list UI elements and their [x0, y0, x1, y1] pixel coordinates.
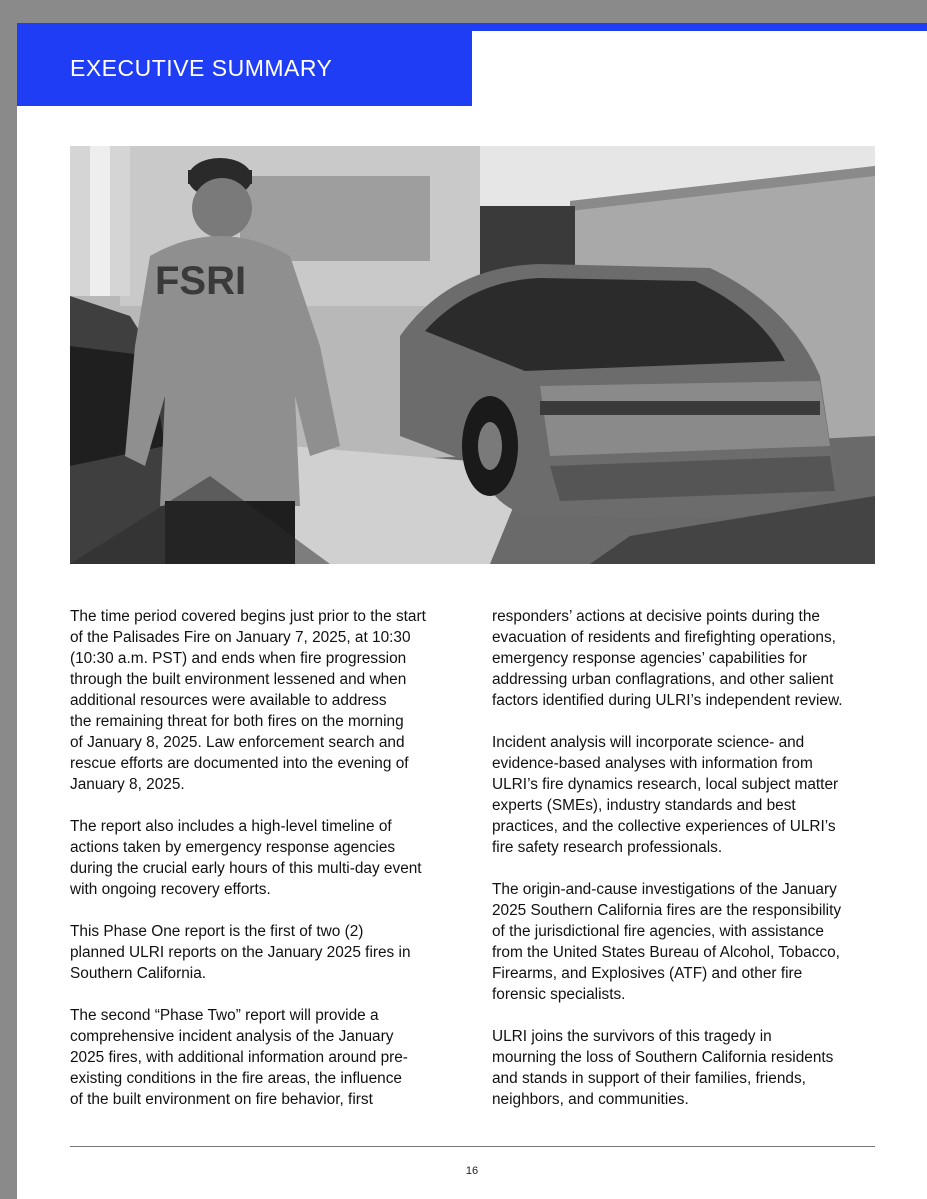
burned-car-photo	[70, 146, 875, 564]
footer-divider	[70, 1146, 875, 1147]
paragraph: ULRI joins the survivors of this tragedy in mourning the loss of Southern California residents and stands in support of their families, friends, neighbors, and communities.	[492, 1028, 834, 1108]
section-banner	[17, 23, 472, 106]
paragraph: The report also includes a high-level timeline of actions taken by emergency response agencies during the crucial early hours of this multi-day event with ongoing recovery efforts.	[70, 818, 422, 898]
paragraph: This Phase One report is the first of two (2) planned ULRI reports on the January 2025 fires in Southern California.	[70, 923, 411, 982]
paragraph: The time period covered begins just prior to the start of the Palisades Fire on January 7, 2025, at 10:30 (10:30 a.m. PST) and ends when fire progression through the built environment lessened and when additional resources were available to address the remaining threat for both fires on the morning of January 8, 2025. Law enforcement search and rescue efforts are documented into the evening of January 8, 2025.	[70, 608, 426, 793]
right-text-column	[492, 606, 877, 1131]
paragraph: Incident analysis will incorporate science- and evidence-based analyses with information from ULRI’s fire dynamics research, local subject matter experts (SMEs), industry standards and best practices, and the collective experiences of ULRI’s fire safety research professionals.	[492, 734, 839, 856]
page-number: 16	[465, 1165, 479, 1177]
document-page	[17, 23, 927, 1199]
header-stripe	[472, 23, 927, 31]
paragraph: The second “Phase Two” report will provide a comprehensive incident analysis of the January 2025 fires, with additional information around pre- existing conditions in the fire areas, the influence of the built environment on fire behavior, first	[70, 1007, 408, 1108]
paragraph: The origin-and-cause investigations of the January 2025 Southern California fires are the responsibility of the jurisdictional fire agencies, with assistance from the United States Bureau of Alcohol, Tobacco, Firearms, and Explosives (ATF) and other fire forensic specialists.	[492, 881, 842, 1003]
paragraph: responders’ actions at decisive points during the evacuation of residents and firefighting operations, emergency response agencies’ capabilities for addressing urban conflagrations, and other salient factors identified during ULRI’s independent review.	[492, 608, 843, 709]
jacket-text: FSRI	[155, 259, 247, 303]
section-title: EXECUTIVE SUMMARY	[70, 55, 333, 81]
left-text-column	[70, 606, 455, 1131]
